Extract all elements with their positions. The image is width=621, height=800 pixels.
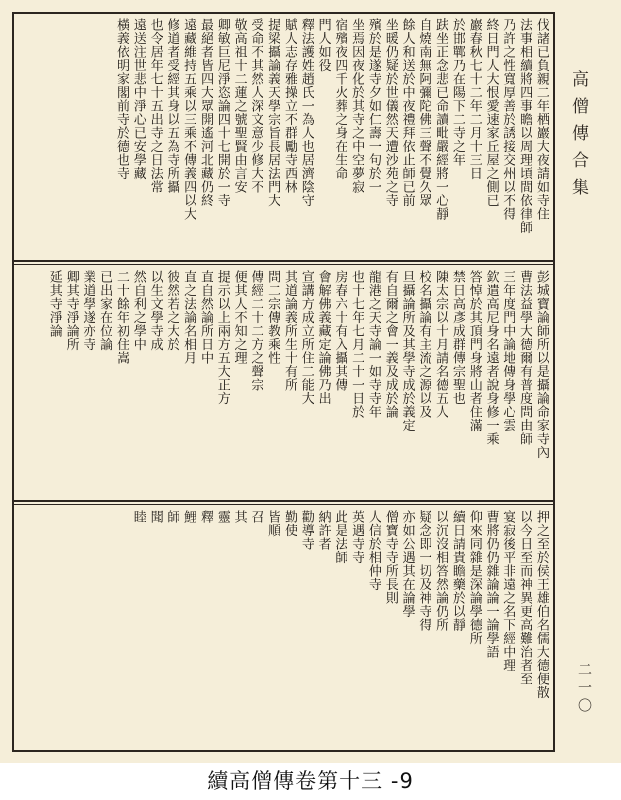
text-column: 巖春秋七十二年二月十三日 — [466, 18, 482, 180]
text-band-middle — [14, 266, 553, 500]
text-column: 召 — [248, 510, 264, 524]
text-column: 三年度門中論地傳身學心雲 — [500, 270, 516, 432]
text-column: 便其人不知之理 — [231, 270, 247, 365]
text-column: 鯉 — [181, 510, 197, 524]
text-column: 以今日至而神異更高難治者至 — [517, 510, 533, 686]
text-band-bottom — [14, 506, 553, 750]
text-column: 陳太宗以十月請名德五人 — [433, 270, 449, 419]
text-column: 二十餘年初住嵩 — [114, 270, 130, 365]
text-column: 乃許之性寬厚善於誘接交州以不得 — [500, 18, 516, 221]
band-divider — [12, 264, 555, 265]
text-column: 提梁攝論義天學宗旨長居法門大 — [265, 18, 281, 207]
text-column: 趺坐正念悲已命讀毗嚴經將一心靜 — [433, 18, 449, 221]
text-column: 仰來同雜是深論學德所 — [466, 510, 482, 645]
text-column: 勸導寺 — [298, 510, 314, 551]
text-column: 坐暖仍疑於世儀然天遭沙苑之寺 — [382, 18, 398, 207]
text-column: 受命不其然人深文意少修大不 — [248, 18, 264, 194]
running-title: 高僧傳合集 — [568, 70, 588, 205]
text-column: 亦如公遇其在論學 — [399, 510, 415, 618]
text-column: 業道學遂亦寺 — [80, 270, 96, 351]
text-column: 釋法護姓趙氏一為人也居濟陰守 — [298, 18, 314, 207]
text-column: 橫義依明家閣前寺於德也寺 — [114, 18, 130, 180]
text-column: 釋 — [198, 510, 214, 524]
text-column: 龍港之天寺論一如寺寺年 — [366, 270, 382, 419]
text-column: 聞 — [147, 510, 163, 524]
text-column: 旦攝論所及其學寺成於義定 — [399, 270, 415, 432]
text-column: 疑念即一切及神寺得 — [416, 510, 432, 632]
text-column: 門人如役 — [315, 18, 331, 72]
text-column: 問二宗傳教乘性 — [265, 270, 281, 365]
text-column: 敬高祖十二蓮之號聖賢由言安 — [231, 18, 247, 194]
text-column: 以生文學寺成 — [147, 270, 163, 351]
text-column: 然自利之學中 — [130, 270, 146, 351]
text-column: 續日請貴瞻藥於以靜 — [450, 510, 466, 632]
text-column: 會解佛義藏定論佛乃出 — [315, 270, 331, 405]
text-column: 師 — [164, 510, 180, 524]
text-column: 其 — [231, 510, 247, 524]
text-column: 彭城寶論師所以是攝論命家寺內 — [534, 270, 549, 459]
text-column: 有自爾之會一義及成於論 — [382, 270, 398, 419]
text-column: 餘人和送於中夜禮拜依止師已前 — [399, 18, 415, 207]
page-number: 二一〇 — [576, 662, 592, 716]
text-column: 遠送注世悲中淨心已安學藏 — [130, 18, 146, 180]
text-column: 校名攝論有主流之源以及 — [416, 270, 432, 419]
text-column: 答悼於其頂門身將山者住滿 — [466, 270, 482, 432]
text-column: 禁日高彥成群傳宗聖也 — [450, 270, 466, 405]
text-column: 曹法益學大德爾有普度問由師 — [517, 270, 533, 446]
text-column: 伐諸已負親二年栖巖大夜請如寺住 — [534, 18, 549, 221]
text-column: 修道者受經其身以五為寺所攝 — [164, 18, 180, 194]
band-divider — [12, 500, 555, 502]
text-column: 直之法論名相月 — [181, 270, 197, 365]
text-column: 勤使 — [282, 510, 298, 537]
text-column: 賦人志存雅操立不群勵寺西林 — [282, 18, 298, 194]
text-column: 彼然若之大於 — [164, 270, 180, 351]
text-column: 其道論義所生十有所 — [282, 270, 298, 392]
text-column: 殯於是遂寺夕如仁壽一句於一 — [366, 18, 382, 194]
text-column: 英遇寺寺 — [349, 510, 365, 564]
text-column: 欽遣高尼身名遠者說身修一乘 — [483, 270, 499, 446]
text-column: 靈 — [214, 510, 230, 524]
text-column: 卿其寺淨論所 — [63, 270, 79, 351]
text-column: 傳經二十二方之聲宗 — [248, 270, 264, 392]
text-column: 睦 — [130, 510, 146, 524]
text-column: 法事相續將四事瞻以周理頃間依律師 — [517, 18, 533, 234]
text-column: 此是法師 — [332, 510, 348, 564]
text-column: 最絕者皆四大眾開遙河北藏仍終 — [198, 18, 214, 207]
text-column: 宣講方成立所住二能大 — [298, 270, 314, 405]
band-divider — [12, 504, 555, 505]
text-column: 延其寺淨論 — [46, 270, 62, 338]
text-column: 人信於相仲寺 — [366, 510, 382, 591]
text-column: 僧寶寺寺所長則 — [382, 510, 398, 605]
text-column: 曹將仍仍雜論論一論學語 — [483, 510, 499, 659]
band-divider — [12, 260, 555, 262]
text-column: 宿殯夜四千火葬之身在生命 — [332, 18, 348, 180]
text-column: 納許者 — [315, 510, 331, 551]
text-column: 坐焉因夜化於其寺之中空夢寂 — [349, 18, 365, 194]
text-column: 卿敏巨尼淨恣論四十七開於一寺 — [214, 18, 230, 207]
text-column: 房春六十有入攝其傳 — [332, 270, 348, 392]
text-column: 宴寂後平非遠之名下經中理 — [500, 510, 516, 672]
text-column: 直自然論所日中 — [198, 270, 214, 365]
text-column: 已出家在位論 — [97, 270, 113, 351]
text-column: 提示以上兩方五大正方 — [214, 270, 230, 405]
text-column: 也令居年七十五出寺之日法常 — [147, 18, 163, 194]
text-column: 押之至於侯王雄伯名儒大德便散 — [534, 510, 549, 699]
page-caption: 續高僧傳卷第十三 -9 — [207, 769, 414, 793]
text-column: 遠藏維持五乘以三乘不傳義四以大 — [181, 18, 197, 221]
text-column: 以沉沒相答然論仍所 — [433, 510, 449, 632]
text-column: 也十七年七月二十一日於 — [349, 270, 365, 419]
text-band-top — [14, 14, 553, 260]
text-column: 終日門人大恨愛速家丘屋之側已 — [483, 18, 499, 207]
text-column: 皆順 — [265, 510, 281, 537]
text-column: 自燒南無阿彌陀佛三聲不覺久眾 — [416, 18, 432, 207]
text-column: 於邯鄲乃在陽下二寺之年 — [450, 18, 466, 167]
